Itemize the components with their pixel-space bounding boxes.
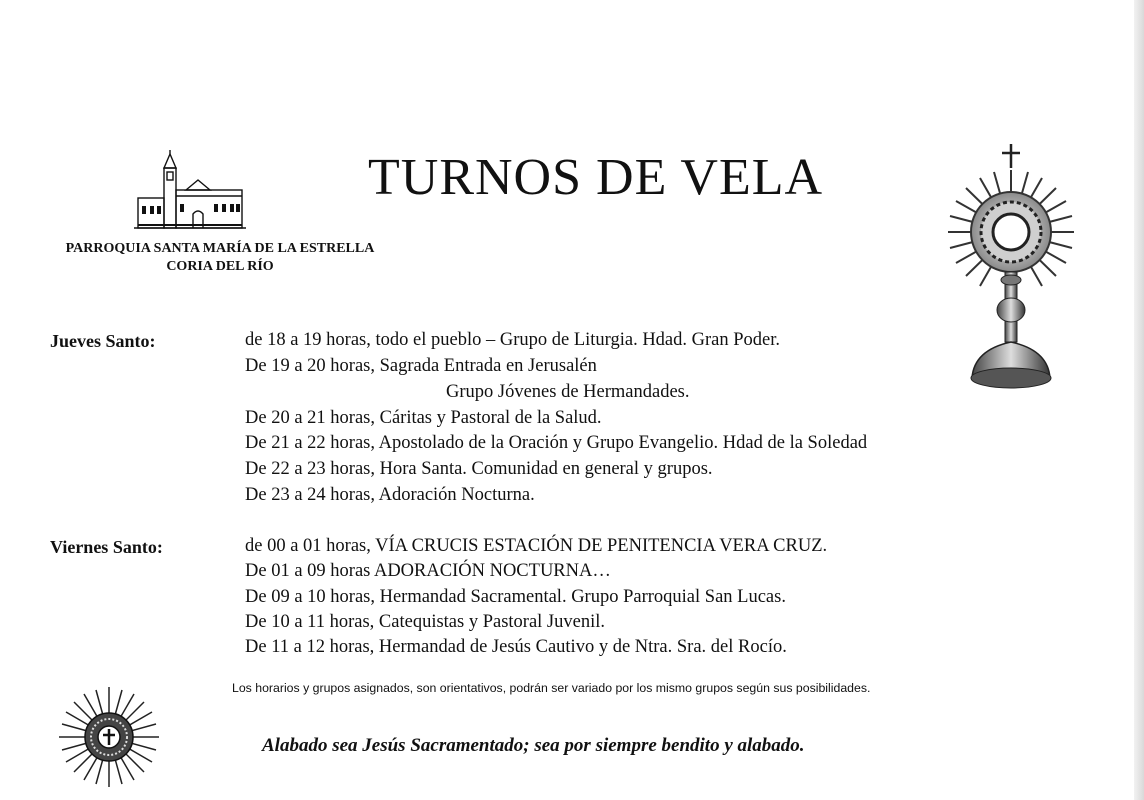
schedule-line: De 01 a 09 horas ADORACIÓN NOCTURNA… [245,561,611,581]
schedule-line: De 10 a 11 horas, Catequistas y Pastoral Juvenil. [245,612,606,632]
page-title: TURNOS DE VELA [368,149,824,206]
closing-blessing: Alabado sea Jesús Sacramentado; sea por siempre bendito y alabado. [262,735,805,756]
eucharistic-seal-icon [58,686,160,788]
schedule-line: De 20 a 21 horas, Cáritas y Pastoral de la Salud. [245,408,602,428]
monstrance-icon [944,142,1078,394]
footnote: Los horarios y grupos asignados, son orientativos, podrán ser variado por los mismo grupos según sus posibilidades. [232,681,871,695]
parish-name: PARROQUIA SANTA MARÍA DE LA ESTRELLA [65,241,375,256]
schedule-line: De 11 a 12 horas, Hermandad de Jesús Cautivo y de Ntra. Sra. del Rocío. [245,637,787,657]
parish-town: CORIA DEL RÍO [166,259,274,274]
schedule-line: De 19 a 20 horas, Sagrada Entrada en Jerusalén [245,356,597,376]
parish-name-block [40,240,400,276]
day-label-viernes-santo: Viernes Santo: [50,537,163,557]
schedule-line: Grupo Jóvenes de Hermandades. [446,382,690,402]
schedule-line: De 09 a 10 horas, Hermandad Sacramental. Grupo Parroquial San Lucas. [245,587,786,607]
schedule-line: de 18 a 19 horas, todo el pueblo – Grupo de Liturgia. Hdad. Gran Poder. [245,330,781,350]
day-label-jueves-santo: Jueves Santo: [50,331,156,351]
schedule-line: De 22 a 23 horas, Hora Santa. Comunidad en general y grupos. [245,459,713,479]
schedule-line: de 00 a 01 horas, VÍA CRUCIS ESTACIÓN DE PENITENCIA VERA CRUZ. [245,536,828,556]
church-icon [134,150,246,230]
page-edge [1134,0,1144,800]
schedule-line: De 23 a 24 horas, Adoración Nocturna. [245,485,535,505]
schedule-line: De 21 a 22 horas, Apostolado de la Oración y Grupo Evangelio. Hdad de la Soledad [245,433,868,453]
